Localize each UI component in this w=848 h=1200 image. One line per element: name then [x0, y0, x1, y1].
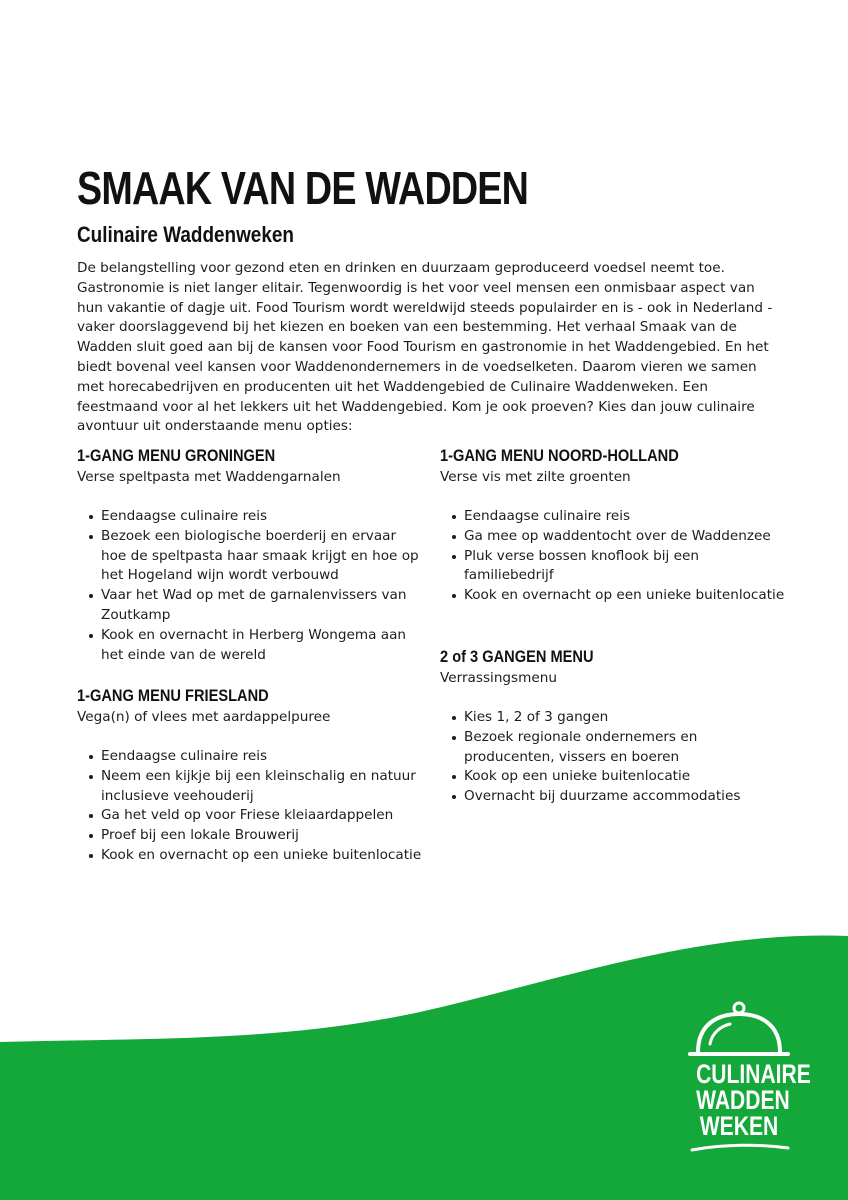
menu-groningen	[77, 445, 422, 665]
list-item: Eendaagse culinaire reis	[464, 507, 785, 527]
list-item: Bezoek een biologische boerderij en ervaar hoe de speltpasta haar smaak krijgt en hoe op het Hogeland wijn wordt verbouwd	[101, 527, 422, 586]
list-item: Eendaagse culinaire reis	[101, 747, 422, 767]
menu-groningen-subtitle: Verse speltpasta met Waddengarnalen	[77, 469, 341, 485]
menu-noord-holland-subtitle: Verse vis met zilte groenten	[440, 469, 631, 485]
menu-friesland-subtitle: Vega(n) of vlees met aardappelpuree	[77, 709, 331, 725]
list-item: Kook op een unieke buitenlocatie	[464, 767, 785, 787]
page-subtitle: Culinaire Waddenweken	[77, 222, 294, 247]
menu-gangen-title: 2 of 3 GANGEN MENU	[440, 647, 594, 666]
list-item: Vaar het Wad op met de garnalenvissers van Zoutkamp	[101, 586, 422, 626]
menu-friesland-title: 1-GANG MENU FRIESLAND	[77, 686, 269, 705]
menu-noord-holland-list	[440, 507, 785, 606]
intro-paragraph: De belangstelling voor gezond eten en drinken en duurzaam geproduceerd voedsel neemt toe. Gastronomie is niet langer elitair. Tegenwoordig is het voor veel mensen een onmisbaar aspect van hun vakantie of dagje uit. Food Tourism wordt wereldwijd steeds populairder en is - ook in Nederland - vaker doorslaggevend bij het kiezen en boeken van een bestemming. Het verhaal Smaak van de Wadden sluit goed aan bij de kansen voor Food Tourism en gastronomie in het Waddengebied. En het biedt bovenal veel kansen voor Waddenondernemers in de voedselketen. Daarom vieren we samen met horecabedrijven en producenten uit het Waddengebied de Culinaire Waddenweken. Een feestmaand voor al het lekkers uit het Waddengebied. Kom je ook proeven? Kies dan jouw culinaire avontuur uit onderstaande menu opties:	[77, 260, 773, 435]
list-item: Kook en overnacht op een unieke buitenlocatie	[464, 586, 785, 606]
list-item: Bezoek regionale ondernemers en producenten, vissers en boeren	[464, 728, 785, 768]
menu-gangen-subtitle: Verrassingsmenu	[440, 670, 557, 686]
menu-friesland	[77, 685, 422, 866]
list-item: Ga het veld op voor Friese kleiaardappelen	[101, 806, 422, 826]
menu-noord-holland	[440, 445, 785, 606]
list-item: Kook en overnacht op een unieke buitenlocatie	[101, 846, 422, 866]
list-item: Overnacht bij duurzame accommodaties	[464, 787, 785, 807]
cloche-icon	[684, 1000, 794, 1060]
list-item: Neem een kijkje bij een kleinschalig en natuur inclusieve veehouderij	[101, 767, 422, 807]
list-item: Ga mee op waddentocht over de Waddenzee	[464, 527, 785, 547]
list-item: Proef bij een lokale Brouwerij	[101, 826, 422, 846]
culinaire-wadden-weken-logo	[684, 1000, 811, 1160]
menu-noord-holland-title: 1-GANG MENU NOORD-HOLLAND	[440, 446, 679, 465]
list-item: Kook en overnacht in Herberg Wongema aan het einde van de wereld	[101, 626, 422, 666]
menu-friesland-list	[77, 747, 422, 866]
list-item: Kies 1, 2 of 3 gangen	[464, 708, 785, 728]
logo-text-line1: CULINAIRE	[696, 1059, 811, 1089]
logo-text-line3: WEKEN	[699, 1111, 779, 1141]
page-title: SMAAK VAN DE WADDEN	[77, 162, 529, 214]
menu-gangen	[440, 646, 785, 807]
menu-groningen-title: 1-GANG MENU GRONINGEN	[77, 446, 276, 465]
logo-swoosh-icon	[684, 1142, 794, 1154]
logo-text-line2: WADDEN	[696, 1085, 790, 1115]
menu-gangen-list	[440, 708, 785, 807]
list-item: Pluk verse bossen knoflook bij een familiebedrijf	[464, 547, 785, 587]
menu-groningen-list	[77, 507, 422, 665]
list-item: Eendaagse culinaire reis	[101, 507, 422, 527]
